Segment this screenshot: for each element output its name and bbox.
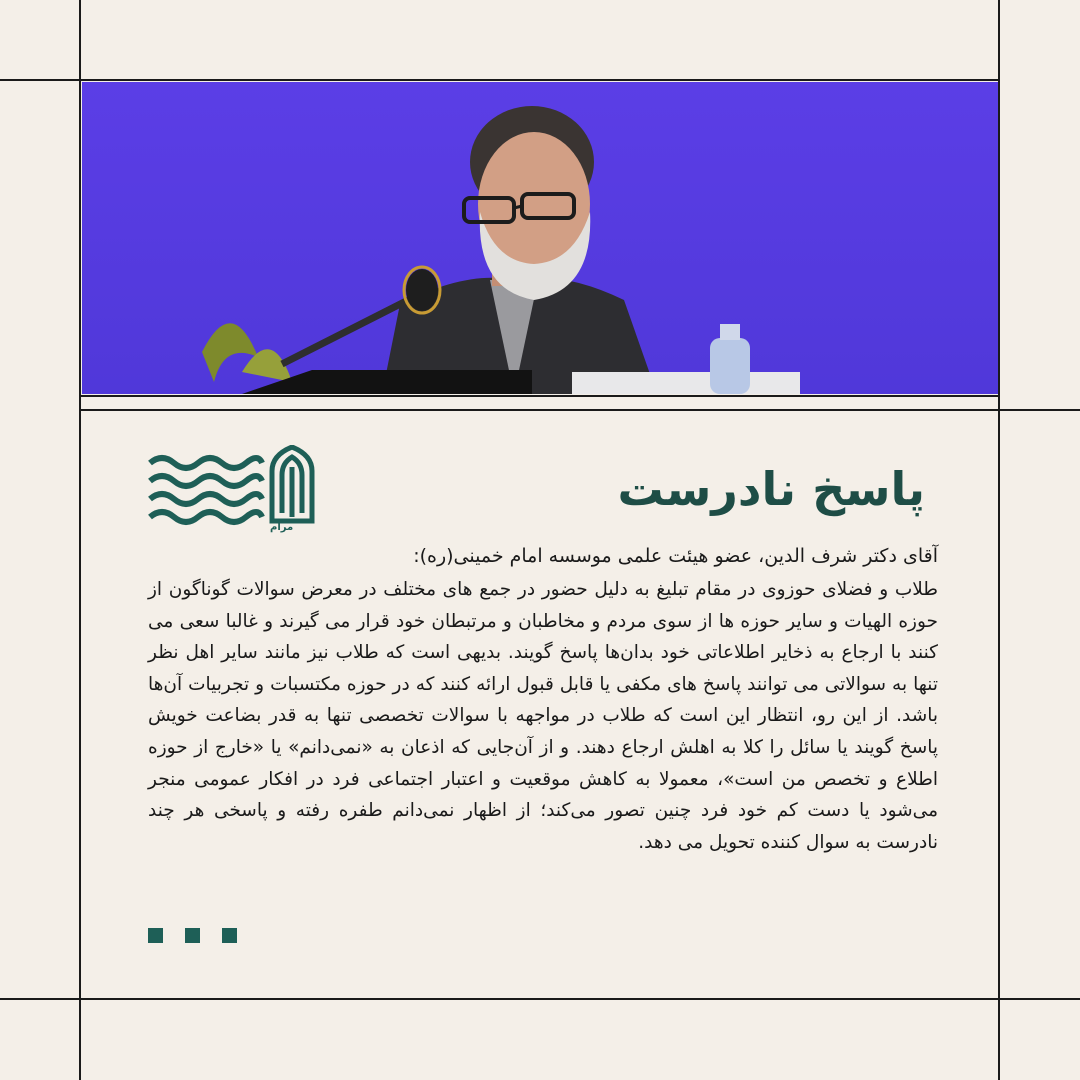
frame-line-top <box>0 79 1000 81</box>
decorative-dots <box>148 928 237 943</box>
speaker-photo <box>82 82 998 394</box>
speaker-illustration <box>82 82 998 394</box>
square-icon <box>185 928 200 943</box>
speaker-byline: آقای دکتر شرف الدین، عضو هیئت علمی موسسه امام خمینی(ره): <box>413 545 938 567</box>
square-icon <box>148 928 163 943</box>
frame-line-bottom <box>0 998 1080 1000</box>
frame-line-upper-mid <box>80 395 1000 397</box>
post-title: پاسخ نادرست <box>617 462 925 516</box>
frame-line-right <box>998 0 1000 1080</box>
frame-line-lower-mid <box>80 409 1080 411</box>
square-icon <box>222 928 237 943</box>
logo-caption: مرام <box>270 522 294 533</box>
frame-line-left <box>79 0 81 1080</box>
wave-logo-icon <box>148 445 323 537</box>
post-body: طلاب و فضلای حوزوی در مقام تبلیغ به دلیل حضور در جمع های مختلف در معرض سوالات گوناگون از حوزه الهیات و سایر حوزه ها از سوی مردم و مخاطبان و مرتبطان خود قرار می گیرند و غالبا سعی می کنند با ارجاع به ذخایر اطلاعاتی خود بدان‌ها پاسخ گویند. بدیهی است که طلاب نیز مانند سایر اهل نظر تنها به سوالاتی می توانند پاسخ های مکفی یا قابل قبول ارائه کنند که در حوزه مکتسبات و تجربیات آن‌ها باشد. از این رو، انتظار این است که طلاب در مواجهه با سوالات تخصصی تنها به قدر بضاعت خویش پاسخ گویند یا سائل را کلا به اهلش ارجاع دهند. و از آن‌جایی که اذعان به «نمی‌دانم» یا «خارج از حوزه اطلاع و تخصص من است»، معمولا به کاهش موقعیت و اعتبار اجتماعی فرد در افکار عمومی منجر می‌شود یا دست کم خود فرد چنین تصور می‌کند؛ از اظهار نمی‌دانم طفره رفته و پاسخی هر چند نادرست به سوال کننده تحویل می دهد. <box>148 579 938 853</box>
maram-logo <box>148 445 323 537</box>
